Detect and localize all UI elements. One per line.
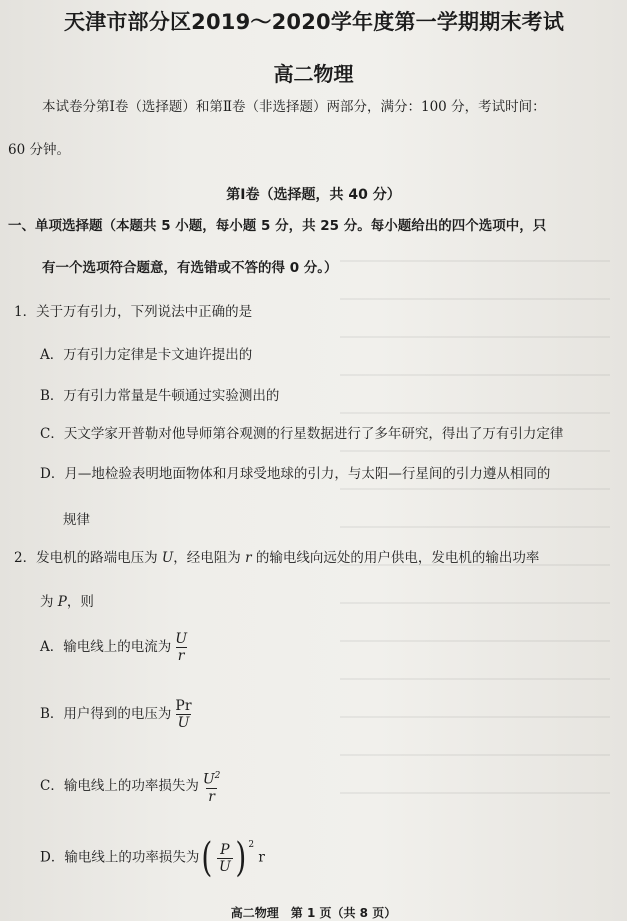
q1-option-a: A．万有引力定律是卡文迪许提出的: [40, 347, 253, 363]
fraction-u2-over-r: $\frac{U^2}{r}$: [202, 771, 221, 805]
q2-option-b: B．用户得到的电压为 $\frac{Pr}{U}$: [40, 698, 192, 731]
subject-title: 高二物理: [273, 62, 354, 86]
q1-stem: 1．关于万有引力，下列说法中正确的是: [14, 304, 253, 320]
fraction-pr-over-u: $\frac{Pr}{U}$: [175, 698, 192, 731]
section-instruction-1: 一、单项选择题（本题共 5 小题，每小题 5 分，共 25 分。每小题给出的四个选项中，只: [8, 218, 547, 234]
q1-option-b: B．万有引力常量是牛顿通过实验测出的: [40, 388, 280, 404]
q2-option-c: C．输电线上的功率损失为 $\frac{U^2}{r}$: [40, 768, 222, 805]
bleed-through-text: [340, 260, 610, 800]
q2-stem-line2: 为 P，则: [40, 594, 94, 610]
q1-option-d-line2: 规律: [63, 512, 90, 528]
q1-option-d-line1: D．月—地检验表明地面物体和月球受地球的引力，与太阳—行星间的引力遵从相同的: [40, 466, 551, 482]
fraction-u-over-r: $\frac{U}{r}$: [175, 631, 188, 664]
intro-line-1: 本试卷分第Ⅰ卷（选择题）和第Ⅱ卷（非选择题）两部分，满分：100 分，考试时间：: [42, 99, 546, 115]
q2-option-d: D．输电线上的功率损失为 ( $\frac{P}{U}$ ) $^2$ r: [40, 835, 265, 881]
q1-option-c: C．天文学家开普勒对他导师第谷观测的行星数据进行了多年研究，得出了万有引力定律: [40, 426, 564, 442]
parenthesized-fraction: ( $\frac{P}{U}$ ) $^2$: [201, 835, 255, 881]
section-title: 第Ⅰ卷（选择题，共 40 分）: [226, 187, 401, 203]
section-instruction-2: 有一个选项符合题意，有选错或不答的得 0 分。）: [42, 260, 338, 276]
intro-line-2: 60 分钟。: [8, 142, 70, 158]
q2-option-a: A．输电线上的电流为 $\frac{U}{r}$: [40, 631, 188, 664]
q2-stem-line1: 2．发电机的路端电压为 U，经电阻为 r 的输电线向远处的用户供电，发电机的输出功率: [14, 550, 540, 566]
page-footer: 高二物理 第 1 页（共 8 页）: [230, 906, 397, 920]
exam-title: 天津市部分区2019～2020学年度第一学期期末考试: [63, 10, 565, 34]
